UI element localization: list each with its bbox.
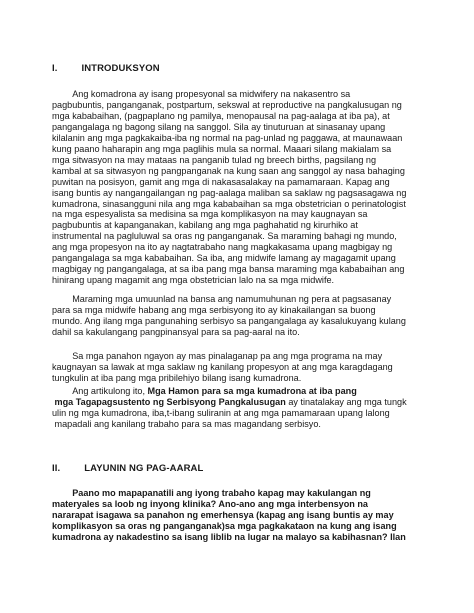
article-title-text: mga Tagapagsustento ng Serbisyong Pangkalusugan — [52, 396, 286, 407]
paragraph-5 — [52, 488, 433, 543]
article-title-text: Mga Hamon para sa mga kumadrona at iba pang — [147, 386, 357, 396]
body-text: ay tinatalakay ang mga tungk — [285, 396, 407, 407]
body-text: ulin ng mga kumadrona, iba,t-ibang suliranin at ang mga pamamaraan upang lalong — [52, 407, 390, 418]
text-line: tungkulin at iba pang mga pribilehiyo bilang isang kumadrona. — [52, 372, 302, 383]
paragraph-2 — [52, 294, 433, 338]
text-line: Ang komadrona ay isang propesyonal sa midwifery na nakasentro sa — [52, 89, 351, 99]
text-line: instrumental na pagluluwal sa oras ng panganganak. Sa maraming bahagi ng mundo, — [52, 231, 397, 242]
text-line: kilalanin ang mga pagkakaiba-iba ng normal na pag-unlad ng paggawa, at maunawaan — [52, 132, 403, 143]
text-line: para sa mga midwife habang ang mga serbisyong ito ay kinakailangan sa buong — [52, 304, 376, 315]
text-line: nararapat isagawa sa panahon ng emerhensya (kapag ang isang buntis ay may — [52, 509, 394, 520]
section-number: II. — [52, 463, 61, 474]
text-line: pangangalaga sa mga kababaihan. Sa iba, ang midwife lamang ay magagamit upang — [52, 253, 396, 264]
section-title: LAYUNIN NG PAG-AARAL — [84, 463, 204, 474]
body-text: Ang artikulong ito, — [52, 386, 148, 396]
text-line: kaugnayan sa lawak at mga saklaw ng kanilang propesyon at ang mga karagdagang — [52, 361, 393, 372]
paragraph-4 — [52, 386, 433, 430]
text-line: ang mga propesyon na ito ay nagtatrabaho nang magkakasama upang magbigay ng — [52, 242, 393, 253]
text-line: kambal at sa sitwasyon ng pangpanganak na kung saan ang sanggol ay nasa bahaging — [52, 165, 405, 176]
text-line: Maraming mga umuunlad na bansa ang namumuhunan ng pera at pagsasanay — [52, 294, 392, 304]
text-line: hinirang upang magamit ang mga obstetrician lalo na sa mga midwife. — [52, 275, 335, 286]
text-line: na mga espesyalista sa medisina sa mga komplikasyon na may kaugnayan sa — [52, 209, 368, 220]
text-line — [52, 397, 433, 408]
paragraph-1 — [52, 89, 433, 286]
text-line: kung paano haharapin ang mga paglihis mula sa normal. Maaari silang makialam sa — [52, 143, 392, 154]
text-line: kumadrona, sinasangguni nila ang mga kababaihan sa mga obstetrician o perinatologist — [52, 198, 406, 209]
text-line — [52, 419, 433, 430]
text-line — [52, 386, 433, 397]
text-line: magbigay ng pangangalaga, at sa iba pang mga bansa maraming mga kababaihan ang — [52, 264, 405, 275]
text-line: dahil sa kakulangang pangpinansyal para sa pag-aaral na ito. — [52, 326, 300, 337]
text-line — [52, 408, 433, 419]
section-title: INTRODUKSYON — [81, 63, 160, 74]
text-line: mga kababaihan, (pagpaplano ng pamilya, menopausal na pag-aalaga at iba pa), at — [52, 110, 390, 121]
text-line: pangangalaga ng bagong silang na sanggol. Sila ay tinuturuan at sinasanay upang — [52, 121, 386, 132]
text-line: Sa mga panahon ngayon ay mas pinalaganap pa ang mga programa na may — [52, 351, 383, 361]
section-number: I. — [52, 63, 58, 74]
text-line: mga sitwasyon na may mataas na panganib tulad ng breech births, pagsilang ng — [52, 154, 377, 165]
text-line: pagbubuntis, panganganak, postpartum, sekswal at reproductive na pangkalusugan ng — [52, 99, 402, 110]
text-line: puwitan na posisyon, gamit ang mga di nakasasalakay na pamamaraan. Kapag ang — [52, 176, 390, 187]
text-line: mundo. Ang ilang mga pangunahing serbisyo sa pangangalaga ay kasalukuyang kulang — [52, 315, 406, 326]
text-line: pagbubuntis at kapanganakan, kabilang ang mga paghahatid ng kirurhiko at — [52, 220, 358, 231]
text-line: kumadrona ay nakadestino sa isang liblib na lugar na malayo sa kabihasnan? Ilan — [52, 531, 406, 542]
text-line: isang buntis ay nangangailangan ng pag-aalaga maliban sa saklaw ng pagsasagawa ng — [52, 187, 407, 198]
body-text: mapadali ang kanilang trabaho para sa mas magandang serbisyo. — [52, 418, 321, 429]
section-heading-layunin — [52, 463, 203, 474]
paragraph-3 — [52, 351, 433, 384]
section-heading-introduksyon — [52, 63, 160, 74]
text-line: Paano mo mapapanatili ang iyong trabaho kapag may kakulangan ng — [52, 488, 371, 498]
text-line: komplikasyon sa oras ng panganganak)sa mga pagkakataon na kung ang isang — [52, 520, 397, 531]
text-line: materyales sa loob ng inyong klinika? Ano-ano ang mga interbensyon na — [52, 498, 368, 509]
